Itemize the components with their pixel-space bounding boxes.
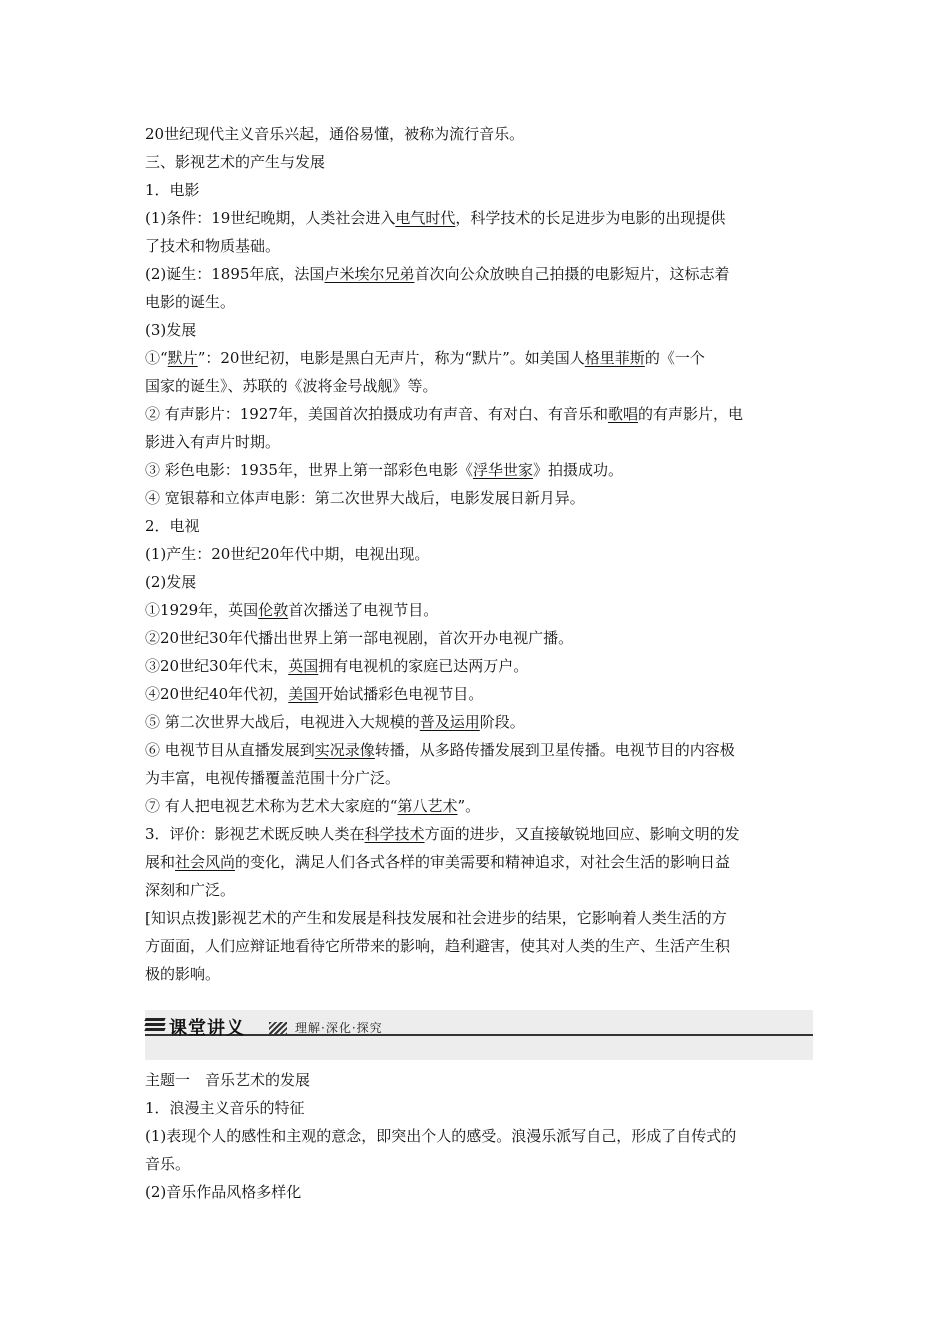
text-span: 的《一个: [644, 349, 705, 367]
text-line: [145, 792, 813, 820]
text-span: (2)发展: [145, 573, 197, 591]
section-banner: [145, 1010, 813, 1060]
text-span: (1)表现个人的感性和主观的意念，即突出个人的感受。浪漫乐派写自己，形成了自传式的: [145, 1127, 737, 1145]
text-span: ”。: [457, 797, 481, 815]
text-span: 2．电视: [145, 517, 200, 535]
text-span: ④ 宽银幕和立体声电影：第二次世界大战后，电影发展日新月异。: [145, 489, 585, 507]
text-span: 国家的诞生》、苏联的《波将金号战舰》等。: [145, 377, 438, 395]
underlined-keyword: 社会风尚: [175, 853, 236, 871]
text-line: [145, 316, 813, 344]
text-span: 首次播送了电视节目。: [288, 601, 439, 619]
text-span: ⑥ 电视节目从直播发展到: [145, 741, 315, 759]
text-line: [145, 932, 813, 960]
underlined-keyword: 普及运用: [419, 713, 480, 731]
text-span: 的变化，满足人们各式各样的审美需要和精神追求，对社会生活的影响日益: [235, 853, 731, 871]
text-span: 了技术和物质基础。: [145, 237, 281, 255]
text-line: [145, 1150, 813, 1178]
text-line: [145, 960, 813, 988]
text-line: [145, 764, 813, 792]
text-line: [145, 344, 813, 372]
text-line: [145, 176, 813, 204]
text-span: 方面的进步，又直接敏锐地回应、影响文明的发: [424, 825, 740, 843]
text-span: 为丰富，电视传播覆盖范围十分广泛。: [145, 769, 401, 787]
text-line: [145, 1178, 813, 1206]
underlined-keyword: 歌唱: [607, 405, 638, 423]
text-line: [145, 820, 813, 848]
text-block-bottom: [145, 1066, 813, 1206]
text-line: [145, 540, 813, 568]
text-span: (3)发展: [145, 321, 197, 339]
text-span: 》拍摄成功。: [532, 461, 623, 479]
banner-rule: [145, 1034, 813, 1036]
underlined-keyword: 实况录像: [314, 741, 375, 759]
underlined-keyword: 美国: [288, 685, 319, 703]
text-span: 的有声影片，电: [637, 405, 743, 423]
text-span: [知识点拨]影视艺术的产生和发展是科技发展和社会进步的结果，它影响着人类生活的方: [145, 909, 727, 927]
text-line: [145, 204, 813, 232]
text-line: [145, 120, 813, 148]
text-line: [145, 1094, 813, 1122]
text-span: 深刻和广泛。: [145, 881, 236, 899]
banner-subtitle: 理解·深化·探究: [295, 1021, 383, 1035]
text-line: [145, 1066, 813, 1094]
underlined-keyword: 卢米埃尔兄弟: [324, 265, 415, 283]
text-span: 转播，从多路传播发展到卫星传播。电视节目的内容极: [374, 741, 735, 759]
text-span: 展和: [145, 853, 176, 871]
text-span: ①“: [145, 349, 168, 367]
underlined-keyword: 科学技术: [364, 825, 425, 843]
text-line: [145, 680, 813, 708]
text-span: 1．电影: [145, 181, 200, 199]
text-span: ③20世纪30年代末，: [145, 657, 289, 675]
underlined-keyword: 浮华世家: [472, 461, 533, 479]
text-line: [145, 876, 813, 904]
text-line: [145, 400, 813, 428]
text-line: [145, 848, 813, 876]
text-span: ①1929年，英国: [145, 601, 259, 619]
text-span: 极的影响。: [145, 965, 221, 983]
text-span: 影进入有声片时期。: [145, 433, 281, 451]
banner-hatch-icon: [269, 1022, 287, 1034]
text-line: [145, 512, 813, 540]
underlined-keyword: 伦敦: [258, 601, 289, 619]
text-span: 1．浪漫主义音乐的特征: [145, 1099, 305, 1117]
text-span: 20世纪现代主义音乐兴起，通俗易懂，被称为流行音乐。: [145, 125, 525, 143]
text-line: [145, 372, 813, 400]
text-line: [145, 288, 813, 316]
underlined-keyword: 英国: [288, 657, 319, 675]
text-line: [145, 428, 813, 456]
text-line: [145, 456, 813, 484]
text-block-top: [145, 120, 813, 988]
text-line: [145, 568, 813, 596]
text-line: [145, 148, 813, 176]
text-line: [145, 708, 813, 736]
text-span: 阶段。: [479, 713, 525, 731]
text-span: ⑦ 有人把电视艺术称为艺术大家庭的“: [145, 797, 398, 815]
text-span: ②20世纪30年代播出世界上第一部电视剧，首次开办电视广播。: [145, 629, 574, 647]
underlined-keyword: 格里菲斯: [584, 349, 645, 367]
text-line: [145, 652, 813, 680]
text-span: ，科学技术的长足进步为电影的出现提供: [455, 209, 726, 227]
text-span: 拥有电视机的家庭已达两万户。: [318, 657, 529, 675]
text-span: 三、影视艺术的产生与发展: [145, 153, 326, 171]
text-span: (1)条件：19世纪晚期，人类社会进入: [145, 209, 396, 227]
text-line: [145, 232, 813, 260]
text-line: [145, 624, 813, 652]
underlined-keyword: 默片: [167, 349, 198, 367]
text-span: ② 有声影片：1927年，美国首次拍摄成功有声音、有对白、有音乐和: [145, 405, 608, 423]
text-line: [145, 736, 813, 764]
text-span: 电影的诞生。: [145, 293, 236, 311]
text-line: [145, 1122, 813, 1150]
text-span: 方面面，人们应辩证地看待它所带来的影响，趋利避害，使其对人类的生产、生活产生积: [145, 937, 731, 955]
text-line: [145, 260, 813, 288]
text-line: [145, 904, 813, 932]
banner-stripes-icon: [145, 1018, 165, 1032]
text-span: ③ 彩色电影：1935年，世界上第一部彩色电影《: [145, 461, 473, 479]
text-span: 首次向公众放映自己拍摄的电影短片，这标志着: [414, 265, 730, 283]
text-span: 开始试播彩色电视节目。: [318, 685, 484, 703]
text-span: ⑤ 第二次世界大战后，电视进入大规模的: [145, 713, 420, 731]
text-line: [145, 484, 813, 512]
text-span: (2)诞生：1895年底，法国: [145, 265, 325, 283]
text-span: 主题一 音乐艺术的发展: [145, 1071, 311, 1089]
text-span: 3．评价：影视艺术既反映人类在: [145, 825, 365, 843]
underlined-keyword: 电气时代: [395, 209, 456, 227]
text-span: (1)产生：20世纪20年代中期，电视出现。: [145, 545, 430, 563]
underlined-keyword: 第八艺术: [397, 797, 458, 815]
text-line: [145, 596, 813, 624]
text-span: ”：20世纪初，电影是黑白无声片，称为“默片”。如美国人: [197, 349, 585, 367]
banner-title: 课堂讲义: [169, 1018, 245, 1039]
text-span: ④20世纪40年代初，: [145, 685, 289, 703]
text-span: (2)音乐作品风格多样化: [145, 1183, 302, 1201]
text-span: 音乐。: [145, 1155, 191, 1173]
